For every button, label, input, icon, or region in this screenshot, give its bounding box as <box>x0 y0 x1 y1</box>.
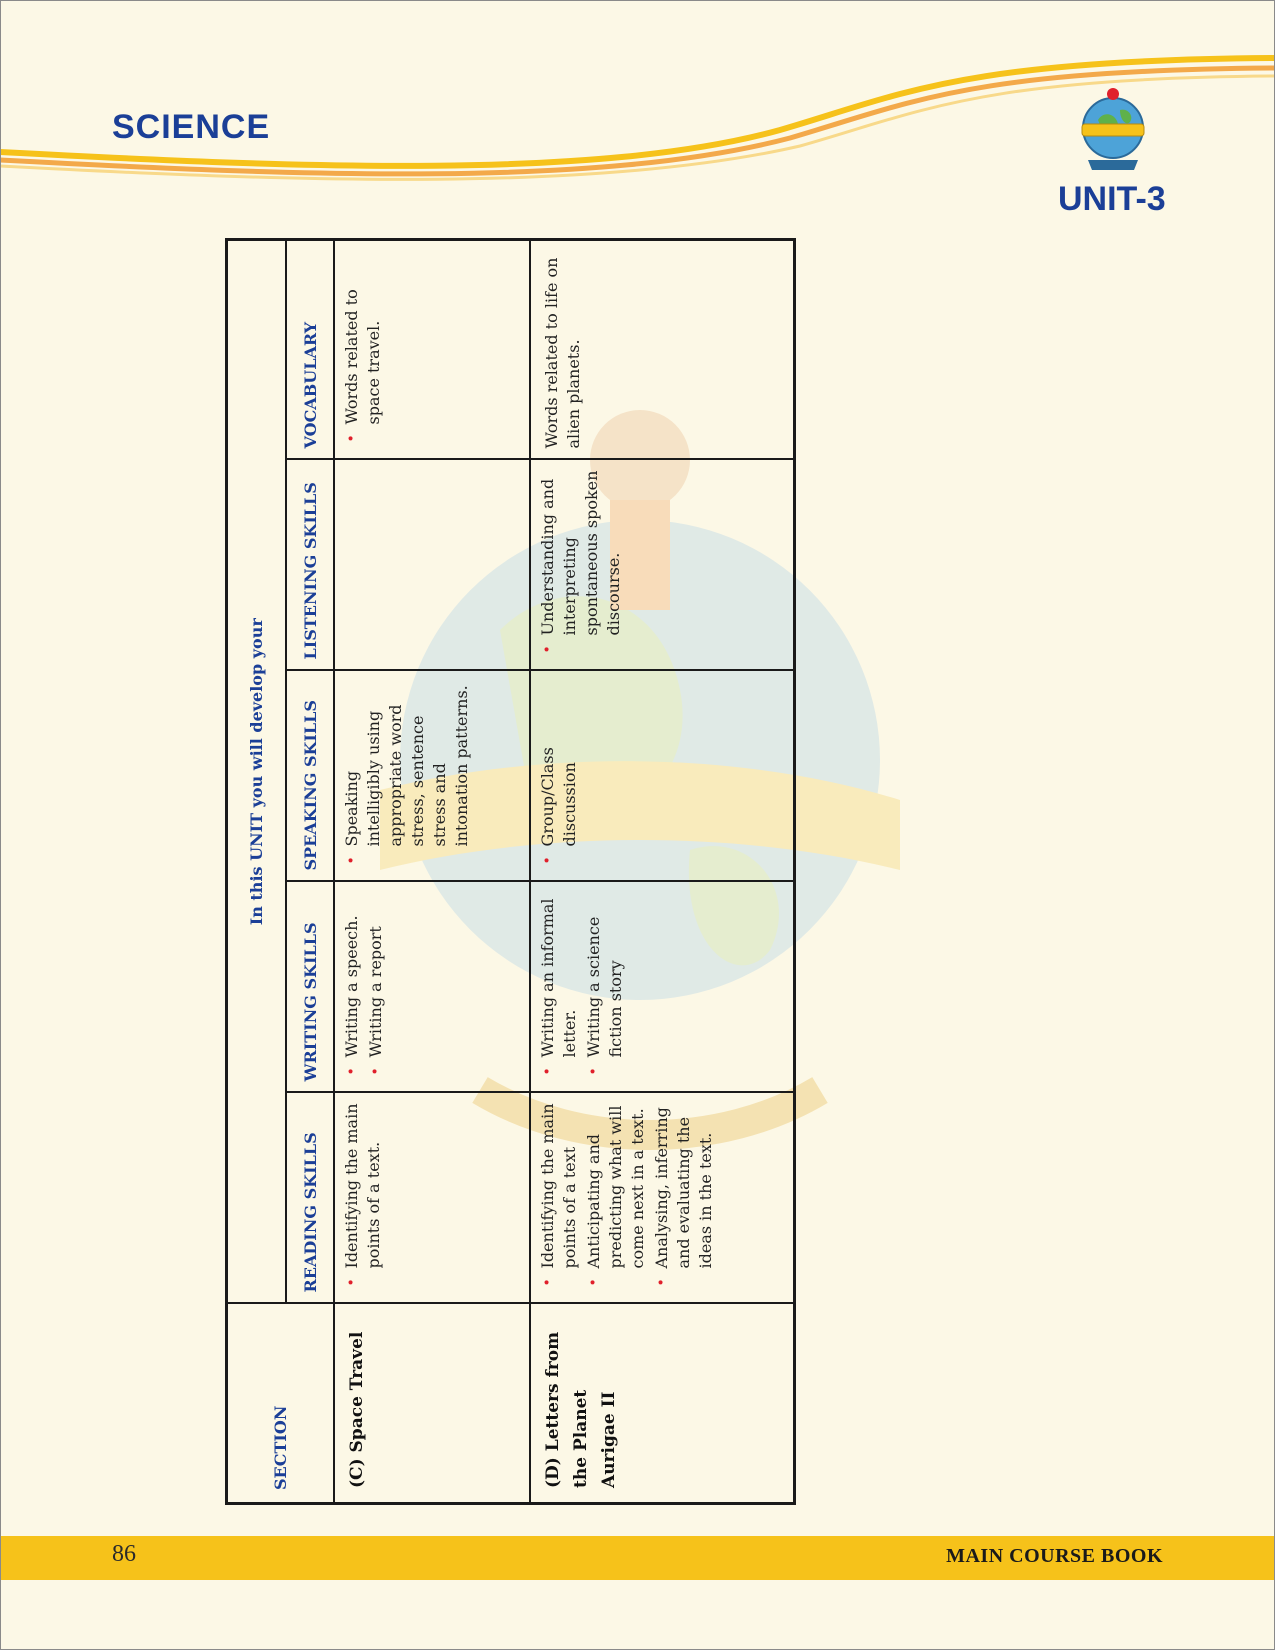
reading-cell <box>530 1093 794 1304</box>
subject-heading: SCIENCE <box>112 108 271 146</box>
vocabulary-text: Words related to life on alien planets. <box>542 257 583 449</box>
listening-cell <box>530 460 794 671</box>
bullet-icon: • <box>344 1067 360 1076</box>
list-item: • Understanding and interpreting spontaneous spoken discourse. <box>538 470 623 654</box>
writing-cell <box>334 882 530 1093</box>
bullet-icon: • <box>540 856 556 865</box>
list-item: • Identifying the main points of a text. <box>342 1103 383 1287</box>
unit-skills-table <box>225 238 796 1505</box>
listening-cell <box>334 460 530 671</box>
col-speaking-header: SPEAKING SKILLS <box>286 671 334 882</box>
col-writing-header: WRITING SKILLS <box>286 882 334 1093</box>
bullet-icon: • <box>654 1278 670 1287</box>
writing-cell <box>530 882 794 1093</box>
skills-table-wrapper <box>225 241 759 1505</box>
list-item: • Writing an informal letter. <box>538 898 579 1076</box>
section-header: SECTION <box>227 1304 335 1504</box>
speaking-cell <box>334 671 530 882</box>
list-item: • Writing a science fiction story <box>584 916 625 1076</box>
unit-heading: UNIT-3 <box>1058 180 1166 218</box>
bullet-icon: • <box>368 1067 384 1076</box>
col-reading-header: READING SKILLS <box>286 1093 334 1304</box>
bullet-icon: • <box>540 1067 556 1076</box>
bullet-icon: • <box>586 1067 602 1076</box>
bullet-icon: • <box>344 856 360 865</box>
list-item: • Words related to space travel. <box>342 289 383 443</box>
bullet-icon: • <box>540 1278 556 1287</box>
page-number: 86 <box>112 1541 136 1567</box>
list-item: • Group/Class discussion <box>538 747 579 865</box>
vocabulary-cell <box>530 239 794 459</box>
group-header: In this UNIT you will develop your <box>227 239 287 1303</box>
list-item: • Speaking intelligibly using appropriate word stress, sentence stress and intonation patterns. <box>342 685 471 865</box>
book-title: MAIN COURSE BOOK <box>946 1545 1163 1567</box>
bullet-icon: • <box>586 1278 602 1287</box>
speaking-cell <box>530 671 794 882</box>
list-item: • Anticipating and predicting what will come next in a text. <box>584 1105 647 1287</box>
vocabulary-cell <box>334 239 530 459</box>
cce-globe-logo-icon <box>1068 80 1158 176</box>
bullet-icon: • <box>540 645 556 654</box>
bullet-icon: • <box>344 434 360 443</box>
list-item: • Writing a report <box>366 926 385 1076</box>
bullet-icon: • <box>344 1278 360 1287</box>
section-cell: (C) Space Travel <box>334 1304 530 1504</box>
table-row <box>530 239 794 1503</box>
col-listening-header: LISTENING SKILLS <box>286 460 334 671</box>
section-cell: (D) Letters from the Planet Aurigae II <box>530 1304 794 1504</box>
list-item: • Identifying the main points of a text <box>538 1103 579 1287</box>
reading-cell <box>334 1093 530 1304</box>
list-item: • Writing a speech. <box>342 915 361 1076</box>
table-row <box>334 239 530 1503</box>
list-item: • Analysing, inferring and evaluating the ideas in the text. <box>652 1107 715 1287</box>
col-vocabulary-header: VOCABULARY <box>286 239 334 459</box>
